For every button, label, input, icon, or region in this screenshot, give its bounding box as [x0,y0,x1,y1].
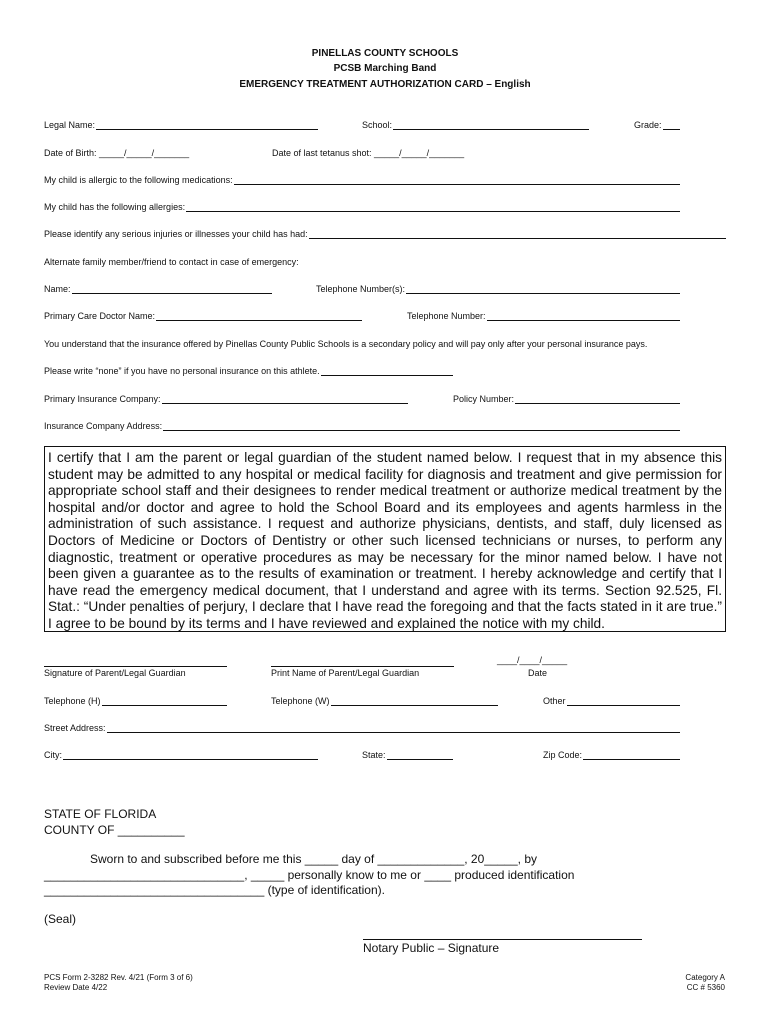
header-school: PINELLAS COUNTY SCHOOLS [311,48,459,59]
contact-phone-field[interactable] [316,284,680,294]
contact-name-label: Name: [44,284,71,294]
notary-signature-label: Notary Public – Signature [363,941,500,955]
notary-county[interactable]: COUNTY OF __________ [44,823,185,837]
grade-label: Grade: [634,120,662,130]
allergic-medications-field[interactable] [44,175,680,185]
state-field[interactable] [362,750,453,760]
contact-name-field[interactable] [44,284,272,294]
cc-number: CC # 5360 [686,983,725,992]
certification-statement: I certify that I am the parent or legal guardian of the student named below. I request that in my absence this student may be admitted to any hospital or medical facility for diagnosis and treatment and give permission for appropriate school staff and their designees to render medical treatment or authorize medical treatment by the hospital and/or doctor and agree to hold the School Board and its employees and agents harmless in the administration of such assistance. I request and authorize physicians, dentists, and staff, duly licensed as Doctors of Medicine or Doctors of Dentistry or other such licensed technicians or nurses, to perform any diagnostic, treatment or operative procedures as may be necessary for the minor named below. I have not been given a guarantee as to the results of examination or treatment. I hereby acknowledge and certify that I have read the emergency medical document, that I understand and agree with its terms. Section 92.525, Fl. Stat.: “Under penalties of perjury, I declare that I have read the foregoing and that the facts stated in it are true.” I agree to be bound by its terms and I have reviewed and explained the notice with my child. [44,446,726,632]
notary-personally-known-text[interactable]: ______________________________, _____ personally know to me or ____ produced identification [44,868,575,882]
guardian-signature-label: Signature of Parent/Legal Guardian [44,668,186,678]
notary-identification-type[interactable]: _________________________________ (type of identification). [44,883,385,897]
doctor-name-label: Primary Care Doctor Name: [44,311,156,321]
grade-field[interactable] [634,120,680,130]
insurance-company-label: Primary Insurance Company: [44,394,161,404]
policy-number-field[interactable] [453,394,680,404]
none-insurance-label: Please write “none” if you have no personal insurance on this athlete. [44,366,320,376]
alternate-contact-label: Alternate family member/friend to contact in case of emergency: [44,257,299,267]
notary-signature-line[interactable] [363,939,642,940]
header-program: PCSB Marching Band [333,63,437,74]
category-label: Category A [685,973,725,982]
notary-sworn-text[interactable]: Sworn to and subscribed before me this _____ day of _____________, 20_____, by [90,852,537,866]
dob-field[interactable]: Date of Birth: _____/_____/_______ [44,148,190,158]
school-label: School: [362,120,393,130]
city-field[interactable] [44,750,318,760]
signature-date-label: Date [528,668,548,678]
state-label: State: [362,750,386,760]
policy-number-label: Policy Number: [453,394,515,404]
tetanus-field[interactable]: Date of last tetanus shot: _____/_____/_______ [272,148,465,158]
telephone-home-field[interactable] [44,696,227,706]
telephone-home-label: Telephone (H) [44,696,101,706]
print-name-line[interactable] [271,666,454,667]
contact-phone-label: Telephone Number(s): [316,284,406,294]
telephone-work-label: Telephone (W) [271,696,330,706]
notary-state: STATE OF FLORIDA [44,807,157,821]
insurance-address-field[interactable] [44,421,680,431]
street-address-field[interactable] [44,723,680,733]
injuries-field[interactable] [44,229,726,239]
insurance-note: You understand that the insurance offered by Pinellas County Public Schools is a secondary policy and will pay only after your personal insurance pays. [44,339,648,349]
guardian-signature-line[interactable] [44,666,227,667]
city-label: City: [44,750,62,760]
school-field[interactable] [362,120,589,130]
street-address-label: Street Address: [44,723,106,733]
doctor-phone-field[interactable] [407,311,680,321]
legal-name-label: Legal Name: [44,120,96,130]
notary-seal-label: (Seal) [44,912,77,926]
telephone-work-field[interactable] [271,696,498,706]
doctor-phone-label: Telephone Number: [407,311,486,321]
form-number: PCS Form 2-3282 Rev. 4/21 (Form 3 of 6) [44,973,193,982]
none-insurance-field[interactable] [44,366,453,376]
zip-code-field[interactable] [543,750,680,760]
other-phone-label: Other [543,696,566,706]
other-phone-field[interactable] [543,696,680,706]
allergies-field[interactable] [44,202,680,212]
insurance-address-label: Insurance Company Address: [44,421,163,431]
header-title: EMERGENCY TREATMENT AUTHORIZATION CARD – English [239,79,531,90]
legal-name-field[interactable] [44,120,318,130]
zip-code-label: Zip Code: [543,750,583,760]
injuries-label: Please identify any serious injuries or illnesses your child has had: [44,229,308,239]
allergic-medications-label: My child is allergic to the following medications: [44,175,233,185]
print-name-label: Print Name of Parent/Legal Guardian [271,668,420,678]
signature-date-blank[interactable]: ____/____/_____ [497,655,568,665]
doctor-name-field[interactable] [44,311,362,321]
insurance-company-field[interactable] [44,394,408,404]
review-date: Review Date 4/22 [44,983,108,992]
allergies-label: My child has the following allergies: [44,202,186,212]
